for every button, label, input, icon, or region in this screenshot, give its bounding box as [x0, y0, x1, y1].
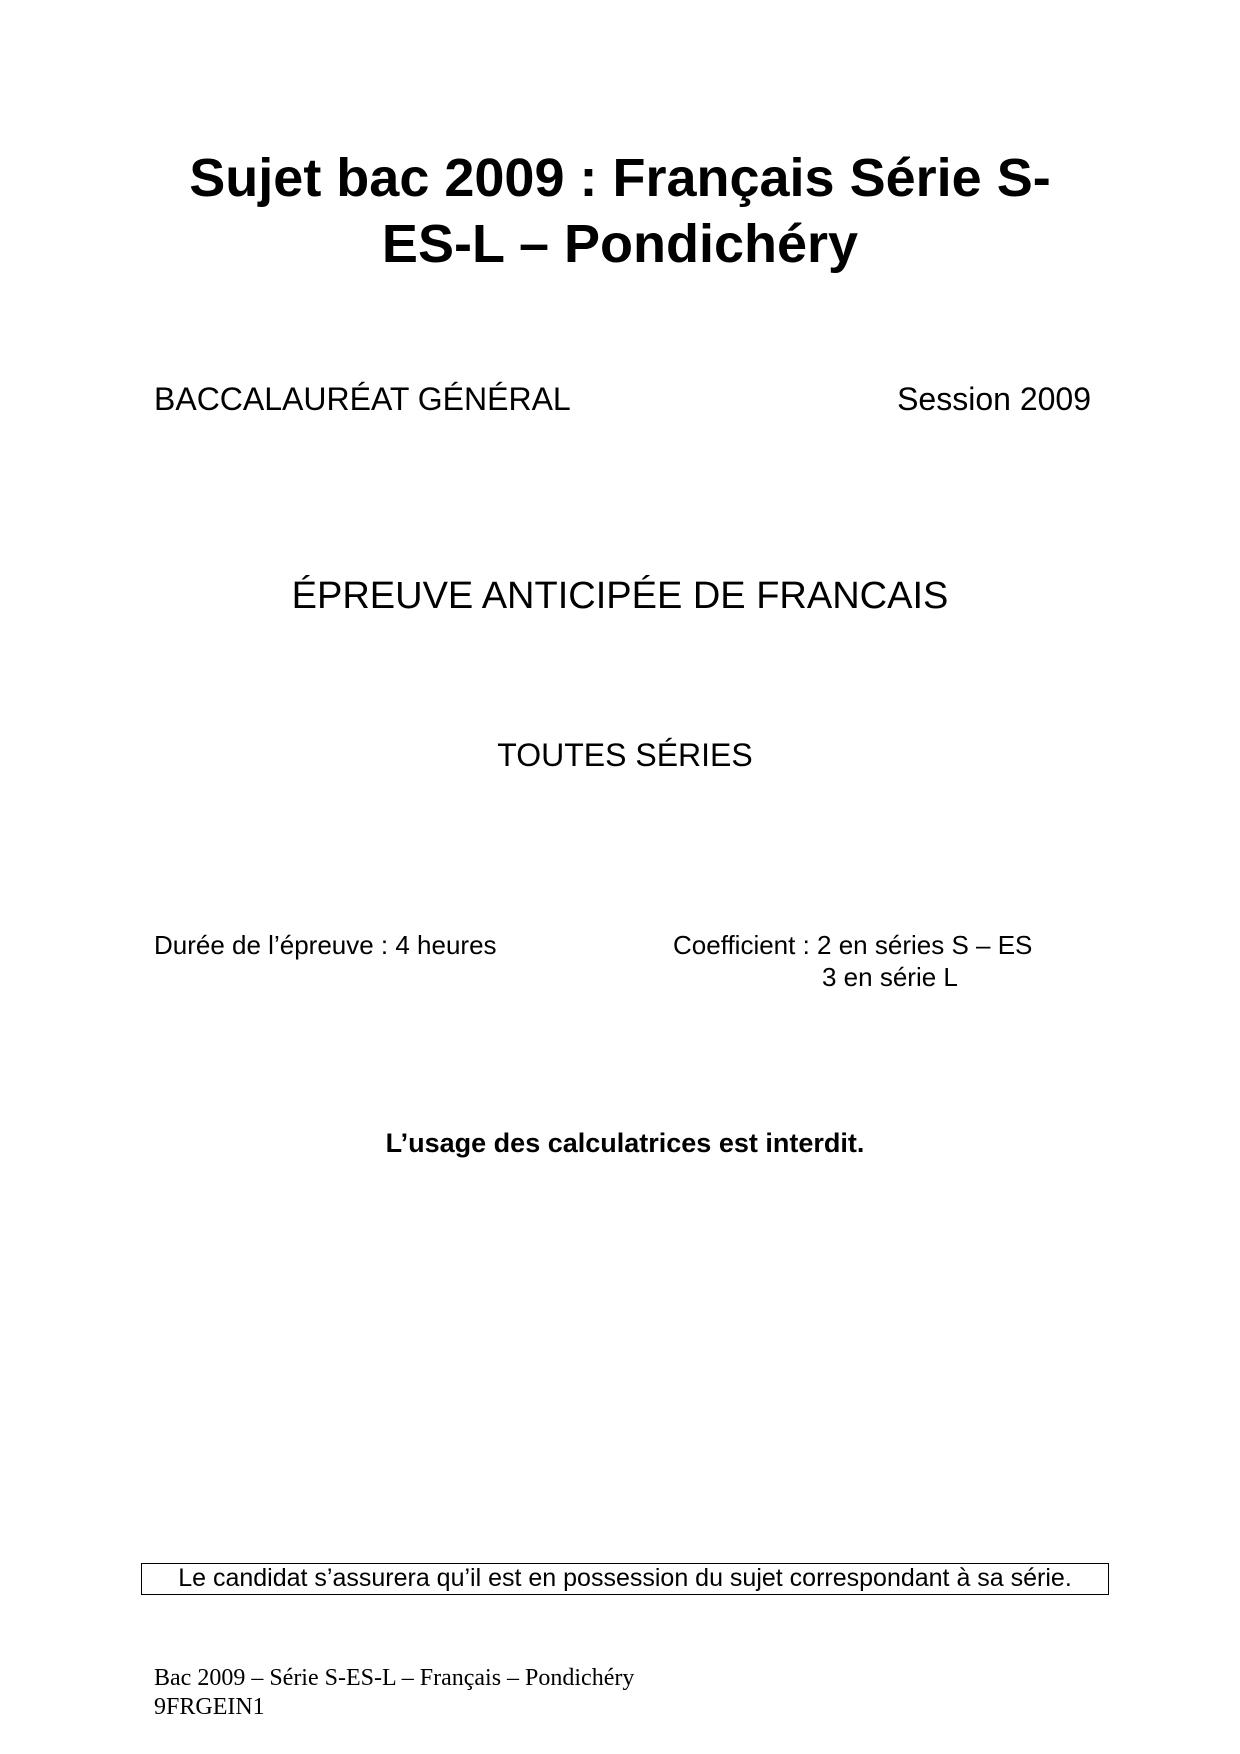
candidate-notice-box	[141, 1563, 1109, 1595]
exam-subject-heading: ÉPREUVE ANTICIPÉE DE FRANCAIS	[291, 575, 949, 617]
calculator-rule: L’usage des calculatrices est interdit.	[385, 1128, 865, 1158]
exam-duration: Durée de l’épreuve : 4 heures	[154, 930, 497, 960]
coefficient-line-2: 3 en série L	[822, 962, 958, 992]
document-title-line-1: Sujet bac 2009 : Français Série S-	[189, 148, 1051, 208]
footer-code: 9FRGEIN1	[154, 1694, 265, 1720]
exam-name: BACCALAURÉAT GÉNÉRAL	[154, 381, 571, 417]
session-label: Session 2009	[897, 381, 1091, 417]
series-label: TOUTES SÉRIES	[497, 737, 753, 773]
coefficient-line-1: Coefficient : 2 en séries S – ES	[673, 930, 1033, 960]
document-title-line-2: ES-L – Pondichéry	[381, 214, 859, 274]
candidate-notice-text: Le candidat s’assurera qu’il est en possession du sujet correspondant à sa série.	[178, 1564, 1072, 1592]
document-title	[120, 145, 1120, 277]
footer-line-1: Bac 2009 – Série S-ES-L – Français – Pondichéry	[154, 1665, 635, 1691]
